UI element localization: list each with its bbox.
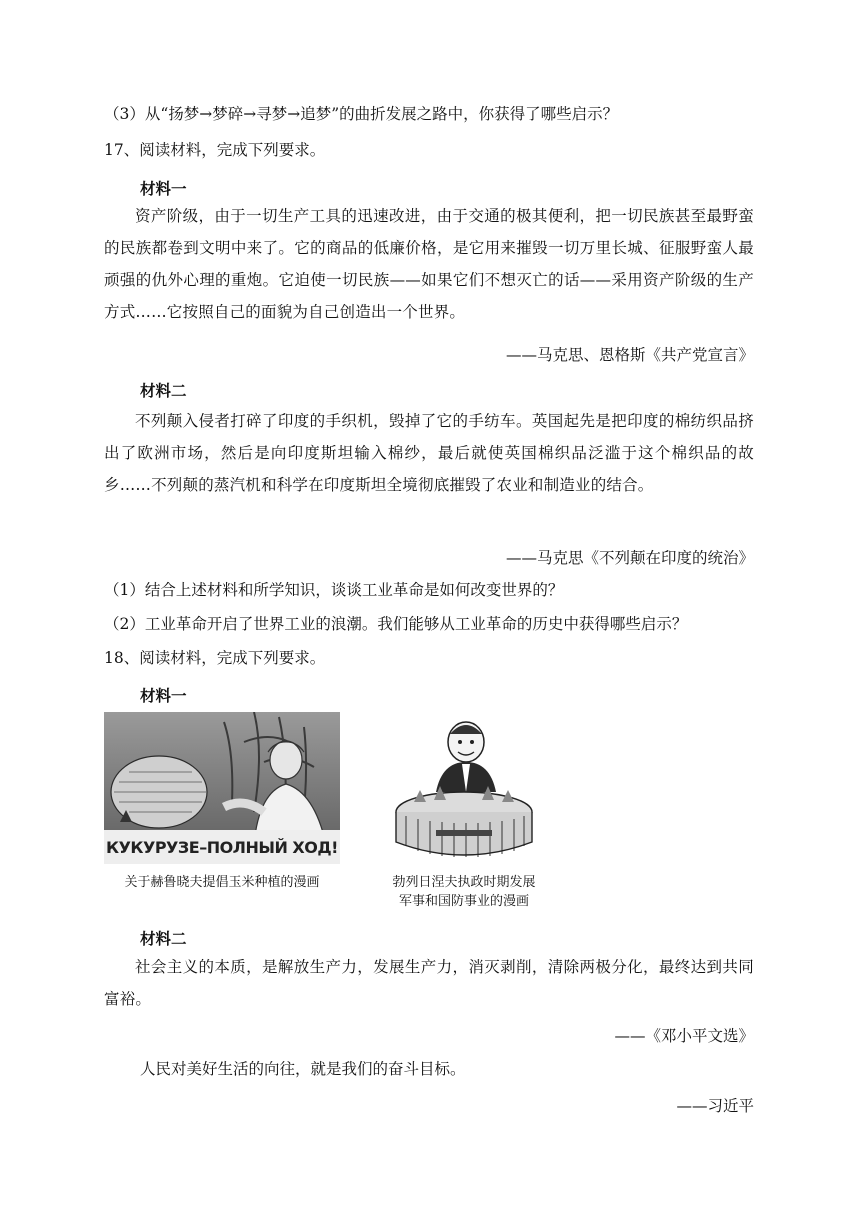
poster-slogan: КУКУРУЗЕ–ПОЛНЫЙ ХОД!: [106, 838, 338, 857]
corn-poster-caption: 关于赫鲁晓夫提倡玉米种植的漫画: [124, 874, 320, 889]
brezhnev-cartoon-image: [384, 712, 544, 864]
brezhnev-cartoon-caption: [384, 872, 544, 910]
corn-poster-image: [104, 712, 340, 864]
q17-material2-text: 不列颠入侵者打碎了印度的手织机，毁掉了它的手纺车。英国起先是把印度的棉纺织品挤出了欧洲市场，然后是向印度斯坦输入棉纱，最后就使英国棉织品泛滥于这个棉织品的故乡……不列颠的蒸汽机和科学在印度斯坦全境彻底摧毁了农业和制造业的结合。: [104, 412, 754, 494]
brezhnev-caption-line1: 勃列日涅夫执政时期发展: [392, 874, 536, 889]
q17-subquestion-1: （1）结合上述材料和所学知识，谈谈工业革命是如何改变世界的？: [104, 581, 564, 599]
q17-subquestion-2: （2）工业革命开启了世界工业的浪潮。我们能够从工业革命的历史中获得哪些启示？: [104, 615, 688, 633]
question-16-part-3: （3）从“扬梦→梦碎→寻梦→追梦”的曲折发展之路中，你获得了哪些启示？: [104, 105, 619, 123]
q18-material2-heading: 材料二: [140, 929, 187, 948]
q17-material1-text: 资产阶级，由于一切生产工具的迅速改进，由于交通的极其便利，把一切民族甚至最野蛮的民族都卷到文明中来了。它的商品的低廉价格，是它用来摧毁一切万里长城、征服野蛮人最顽强的仇外心理的重炮。它迫使一切民族——如果它们不想灭亡的话——采用资产阶级的生产方式……它按照自己的面貌为自己创造出一个世界。: [104, 207, 754, 321]
question-18-title: 18、阅读材料，完成下列要求。: [104, 649, 326, 667]
q18-material1-heading: 材料一: [140, 686, 187, 705]
q18-xi-quote: 人民对美好生活的向往，就是我们的奋斗目标。: [140, 1060, 466, 1078]
q17-material2-source: ——马克思《不列颠在印度的统治》: [505, 549, 754, 567]
q17-material1-heading: 材料一: [140, 179, 187, 198]
q17-material2-heading: 材料二: [140, 381, 187, 400]
q18-xi-quote-source: ——习近平: [676, 1097, 754, 1115]
question-17-title: 17、阅读材料，完成下列要求。: [104, 141, 326, 159]
q18-material2-source: ——《邓小平文选》: [614, 1027, 754, 1045]
q18-material2-text: 社会主义的本质，是解放生产力，发展生产力，消灭剥削，清除两极分化，最终达到共同富裕。: [104, 958, 754, 1008]
brezhnev-cartoon-illustration: [384, 712, 544, 864]
q17-material1-source: ——马克思、恩格斯《共产党宣言》: [505, 346, 754, 364]
brezhnev-caption-line2: 军事和国防事业的漫画: [398, 893, 529, 908]
